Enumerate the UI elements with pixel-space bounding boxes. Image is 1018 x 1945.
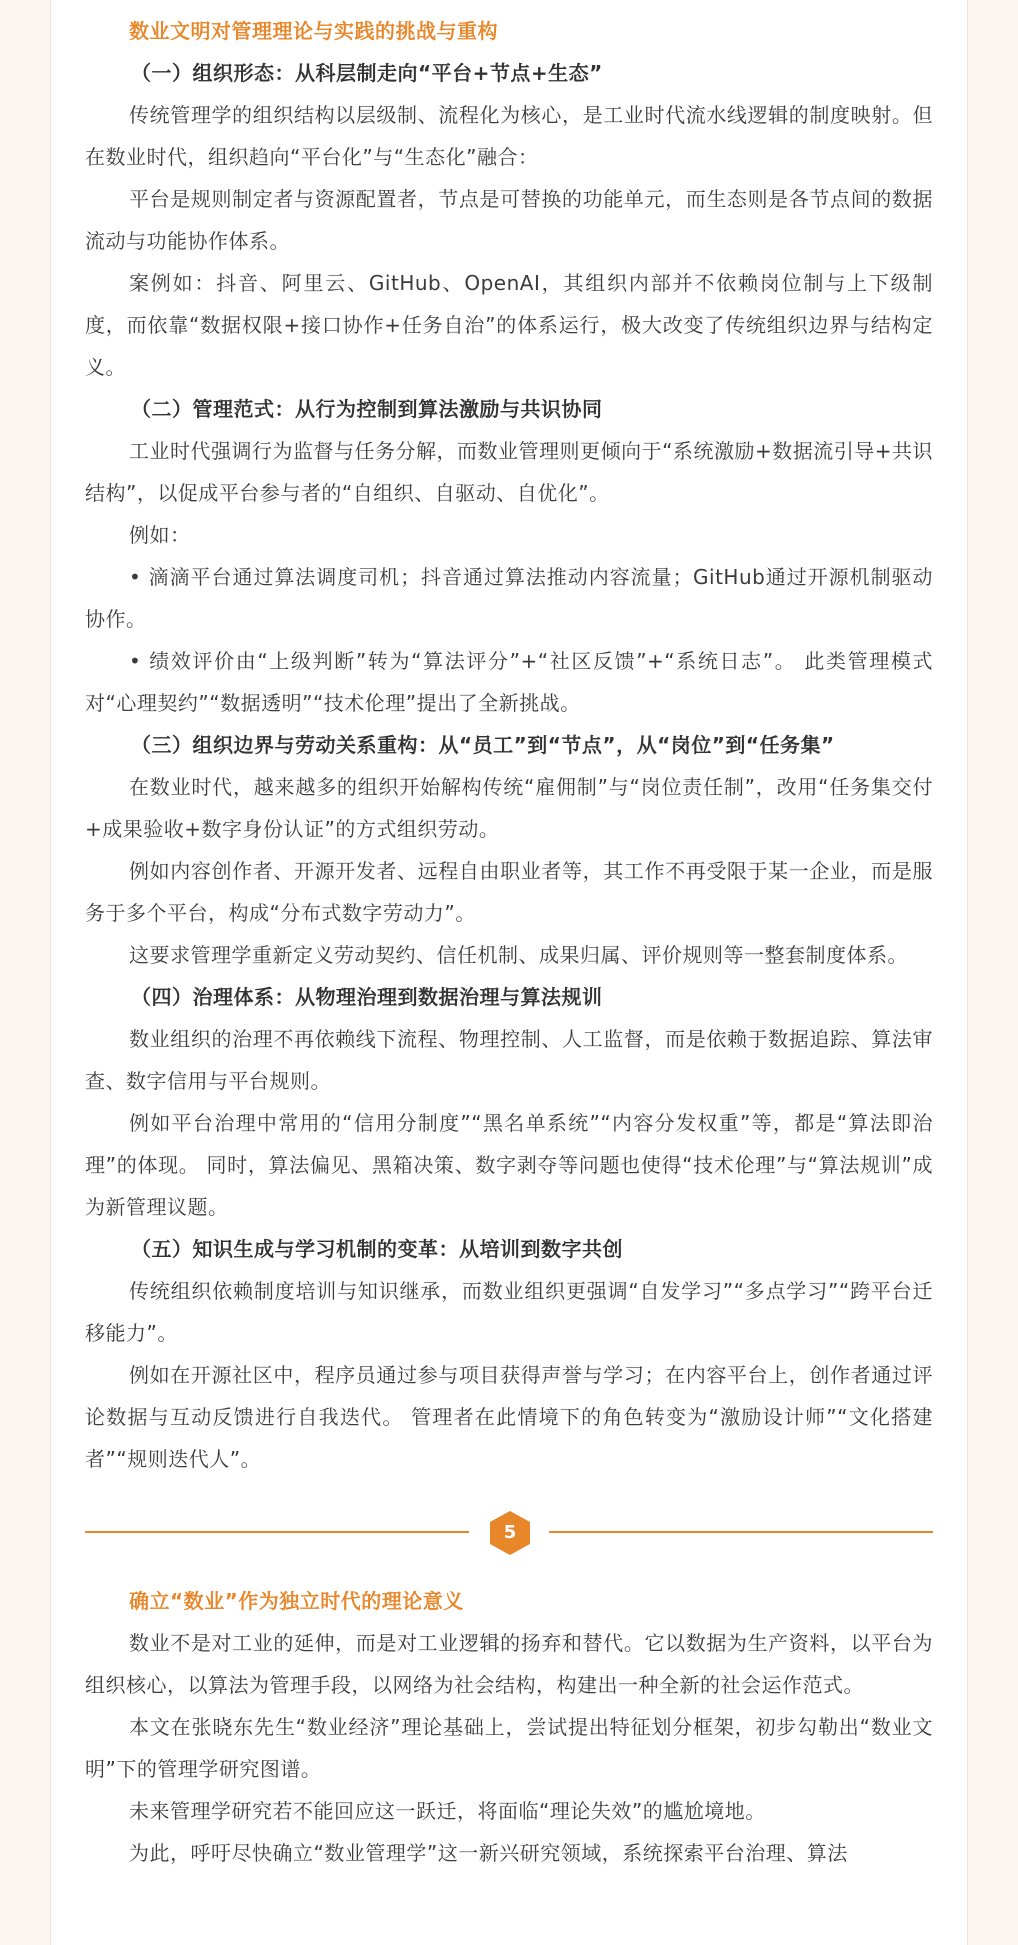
section-number: 5 [503,1522,517,1543]
subheading-3: （三）组织边界与劳动关系重构：从“员工”到“节点”，从“岗位”到“任务集” [131,733,835,757]
paragraph: 传统组织依赖制度培训与知识继承，而数业组织更强调“自发学习”“多点学习”“跨平台迁移能力”。 [85,1279,933,1345]
section-divider [85,1502,933,1562]
subheading-1: （一）组织形态：从科层制走向“平台+节点+生态” [131,61,603,85]
divider-line-left [85,1531,469,1533]
subheading-2: （二）管理范式：从行为控制到算法激励与共识协同 [131,397,603,421]
paragraph: 在数业时代，越来越多的组织开始解构传统“雇佣制”与“岗位责任制”，改用“任务集交付+成果验收+数字身份认证”的方式组织劳动。 [85,775,933,841]
article-card [50,0,968,1945]
paragraph: 未来管理学研究若不能回应这一跃迁，将面临“理论失效”的尴尬境地。 [129,1799,766,1823]
paragraph: 例如在开源社区中，程序员通过参与项目获得声誉与学习；在内容平台上，创作者通过评论数据与互动反馈进行自我迭代。 管理者在此情境下的角色转变为“激励设计师”“文化搭建者”“规则迭代人”。 [85,1363,933,1471]
section-title: 确立“数业”作为独立时代的理论意义 [129,1589,464,1613]
paragraph: 为此，呼吁尽快确立“数业管理学”这一新兴研究领域，系统探索平台治理、算法 [129,1841,848,1865]
paragraph: 例如平台治理中常用的“信用分制度”“黑名单系统”“内容分发权重”等，都是“算法即治理”的体现。 同时，算法偏见、黑箱决策、数字剥夺等问题也使得“技术伦理”与“算法规训”成为新管理议题。 [85,1111,933,1219]
paragraph: 数业不是对工业的延伸，而是对工业逻辑的扬弃和替代。它以数据为生产资料，以平台为组织核心，以算法为管理手段，以网络为社会结构，构建出一种全新的社会运作范式。 [85,1631,933,1697]
paragraph: 这要求管理学重新定义劳动契约、信任机制、成果归属、评价规则等一整套制度体系。 [129,943,908,967]
paragraph: 工业时代强调行为监督与任务分解，而数业管理则更倾向于“系统激励+数据流引导+共识结构”，以促成平台参与者的“自组织、自驱动、自优化”。 [85,439,933,505]
paragraph: 传统管理学的组织结构以层级制、流程化为核心，是工业时代流水线逻辑的制度映射。但在数业时代，组织趋向“平台化”与“生态化”融合： [85,103,933,169]
bullet-paragraph: • 滴滴平台通过算法调度司机；抖音通过算法推动内容流量；GitHub通过开源机制驱动协作。 [85,565,933,631]
paragraph: 本文在张晓东先生“数业经济”理论基础上，尝试提出特征划分框架，初步勾勒出“数业文明”下的管理学研究图谱。 [85,1715,933,1781]
paragraph: 例如内容创作者、开源开发者、远程自由职业者等，其工作不再受限于某一企业，而是服务于多个平台，构成“分布式数字劳动力”。 [85,859,933,925]
paragraph: 数业组织的治理不再依赖线下流程、物理控制、人工监督，而是依赖于数据追踪、算法审查、数字信用与平台规则。 [85,1027,933,1093]
subheading-5: （五）知识生成与学习机制的变革：从培训到数字共创 [131,1237,623,1261]
paragraph: 案例如：抖音、阿里云、GitHub、OpenAI，其组织内部并不依赖岗位制与上下级制度，而依靠“数据权限+接口协作+任务自治”的体系运行，极大改变了传统组织边界与结构定义。 [85,271,933,379]
divider-line-right [549,1531,933,1533]
subheading-4: （四）治理体系：从物理治理到数据治理与算法规训 [131,985,603,1009]
paragraph: 平台是规则制定者与资源配置者，节点是可替换的功能单元，而生态则是各节点间的数据流动与功能协作体系。 [85,187,933,253]
section-title: 数业文明对管理理论与实践的挑战与重构 [129,19,498,43]
paragraph: 例如： [129,523,191,547]
bullet-paragraph: • 绩效评价由“上级判断”转为“算法评分”+“社区反馈”+“系统日志”。 此类管理模式对“心理契约”“数据透明”“技术伦理”提出了全新挑战。 [85,649,933,715]
article-content [85,10,933,1874]
